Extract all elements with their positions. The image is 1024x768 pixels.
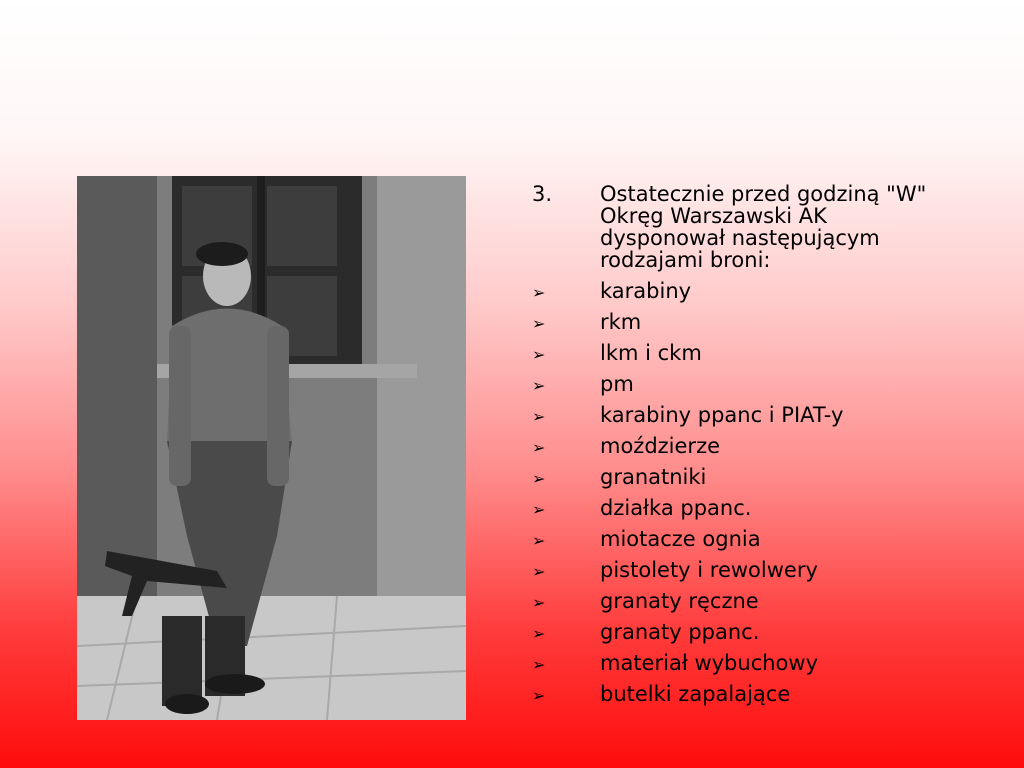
list-item-label: pm [600, 372, 634, 396]
list-item [532, 559, 972, 590]
arrow-bullet-icon: ➢ [532, 345, 546, 364]
list-item-label: granaty ppanc. [600, 620, 760, 644]
list-item-label: granatniki [600, 465, 707, 489]
arrow-bullet-icon: ➢ [532, 314, 546, 333]
intro-paragraph [532, 183, 972, 271]
weapons-list [532, 280, 972, 714]
list-item [532, 404, 972, 435]
list-item [532, 311, 972, 342]
list-item [532, 373, 972, 404]
arrow-bullet-icon: ➢ [532, 376, 546, 395]
arrow-bullet-icon: ➢ [532, 531, 546, 550]
list-item [532, 435, 972, 466]
arrow-bullet-icon: ➢ [532, 469, 546, 488]
list-item-label: pistolety i rewolwery [600, 558, 818, 582]
arrow-bullet-icon: ➢ [532, 407, 546, 426]
arrow-bullet-icon: ➢ [532, 593, 546, 612]
list-item [532, 342, 972, 373]
arrow-bullet-icon: ➢ [532, 562, 546, 581]
list-item-label: moździerze [600, 434, 721, 458]
intro-number: 3. [532, 182, 553, 206]
list-item-label: butelki zapalające [600, 682, 791, 706]
list-item [532, 466, 972, 497]
arrow-bullet-icon: ➢ [532, 624, 546, 643]
list-item [532, 652, 972, 683]
arrow-bullet-icon: ➢ [532, 686, 546, 705]
list-item [532, 497, 972, 528]
arrow-bullet-icon: ➢ [532, 283, 546, 302]
list-item [532, 280, 972, 311]
list-item-label: miotacze ognia [600, 527, 761, 551]
list-item [532, 590, 972, 621]
list-item-label: materiał wybuchowy [600, 651, 819, 675]
soldier-photo [77, 176, 466, 720]
list-item-label: karabiny [600, 279, 692, 303]
list-item-label: lkm i ckm [600, 341, 702, 365]
arrow-bullet-icon: ➢ [532, 438, 546, 457]
list-item-label: rkm [600, 310, 642, 334]
list-item [532, 528, 972, 559]
list-item-label: granaty ręczne [600, 589, 759, 613]
arrow-bullet-icon: ➢ [532, 500, 546, 519]
list-item-label: karabiny ppanc i PIAT-y [600, 403, 844, 427]
arrow-bullet-icon: ➢ [532, 655, 546, 674]
photo-illustration [77, 176, 466, 720]
intro-text: Ostatecznie przed godziną "W" Okręg Warszawski AK dysponował następującym rodzajami broni: [600, 182, 927, 272]
list-item-label: działka ppanc. [600, 496, 752, 520]
list-item [532, 621, 972, 652]
text-block [532, 183, 972, 714]
list-item [532, 683, 972, 714]
